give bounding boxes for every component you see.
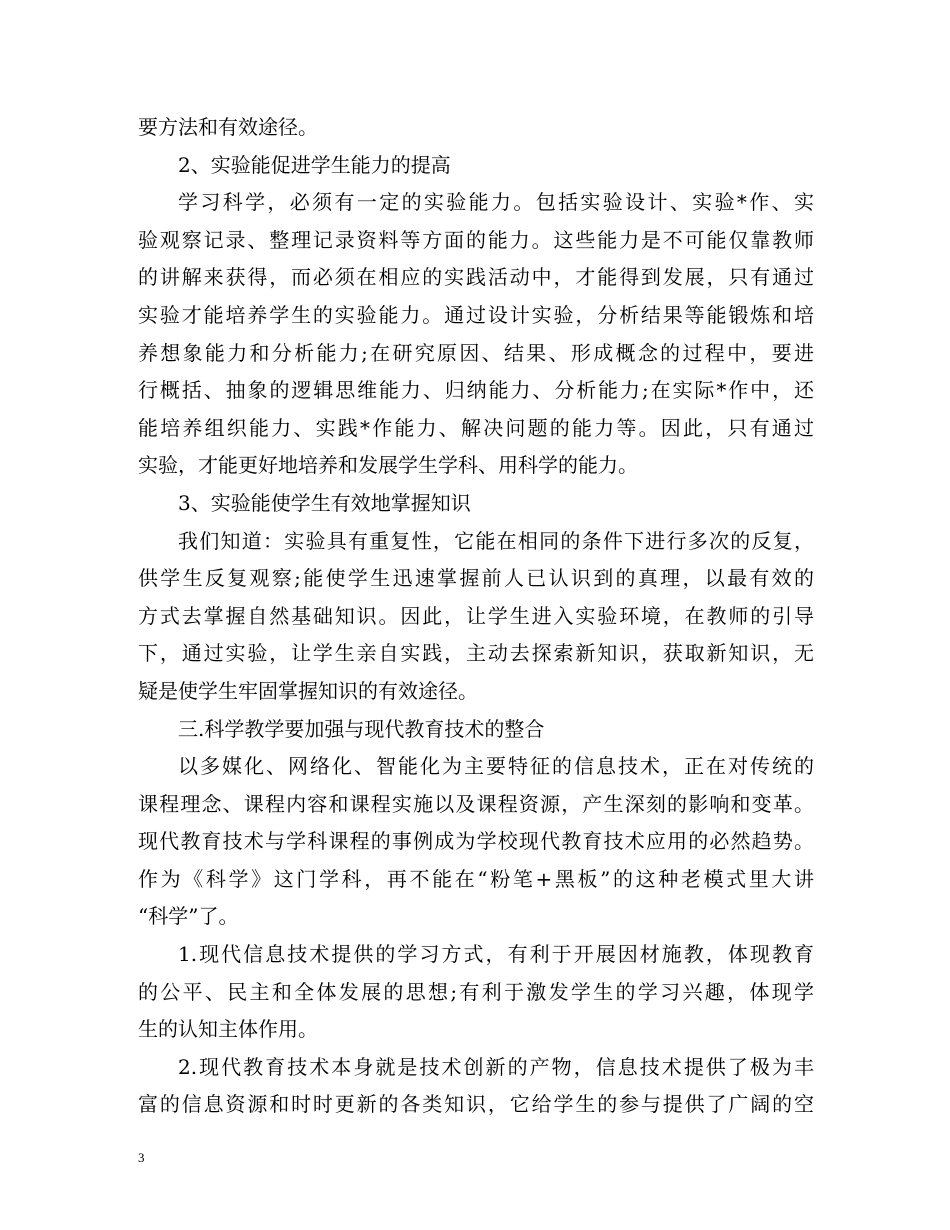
text-line: 的讲解来获得，而必须在相应的实践活动中，才能得到发展，只有通过 — [138, 265, 814, 290]
text-line: 我们知道：实验具有重复性，它能在相同的条件下进行多次的反复， — [178, 528, 814, 553]
text-line: 课程理念、课程内容和课程实施以及课程资源，产生深刻的影响和变革。 — [138, 791, 814, 816]
text-line: 方式去掌握自然基础知识。因此，让学生进入实验环境，在教师的引导 — [138, 603, 814, 628]
text-line: 验观察记录、整理记录资料等方面的能力。这些能力是不可能仅靠教师 — [138, 227, 814, 252]
text-line: 疑是使学生牢固掌握知识的有效途径。 — [138, 678, 478, 703]
text-line: 2.现代教育技术本身就是技术创新的产物，信息技术提供了极为丰 — [178, 1054, 814, 1079]
document-body — [138, 109, 814, 1124]
text-line: 学习科学，必须有一定的实验能力。包括实验设计、实验*作、实 — [178, 190, 814, 215]
text-line: 实验才能培养学生的实验能力。通过设计实验，分析结果等能锻炼和培 — [138, 302, 814, 327]
text-line: 要方法和有效途径。 — [138, 115, 318, 139]
text-line: 作为《科学》这门学科，再不能在“粉笔+黑板”的这种老模式里大讲 — [138, 866, 814, 891]
text-line: 行概括、抽象的逻辑思维能力、归纳能力、分析能力;在实际*作中，还 — [138, 378, 814, 403]
text-line: 现代教育技术与学科课程的事例成为学校现代教育技术应用的必然趋势。 — [138, 829, 814, 854]
text-line: 以多媒化、网络化、智能化为主要特征的信息技术，正在对传统的 — [178, 754, 814, 779]
text-line: 供学生反复观察;能使学生迅速掌握前人已认识到的真理，以最有效的 — [138, 566, 814, 591]
text-line: 富的信息资源和时时更新的各类知识，它给学生的参与提供了广阔的空 — [138, 1092, 814, 1117]
text-line: 养想象能力和分析能力;在研究原因、结果、形成概念的过程中，要进 — [138, 340, 814, 365]
text-line: 的公平、民主和全体发展的思想;有利于激发学生的学习兴趣，体现学 — [138, 979, 814, 1004]
section-heading: 3、实验能使学生有效地掌握知识 — [178, 490, 471, 515]
text-line: 生的认知主体作用。 — [138, 1017, 318, 1042]
text-line: “科学”了。 — [138, 904, 239, 929]
section-heading: 2、实验能促进学生能力的提高 — [178, 152, 451, 177]
text-line: 实验，才能更好地培养和发展学生学科、用科学的能力。 — [138, 453, 638, 478]
page-number: 3 — [138, 1150, 145, 1165]
text-line: 下，通过实验，让学生亲自实践，主动去探索新知识，获取新知识，无 — [138, 641, 814, 666]
text-line: 1.现代信息技术提供的学习方式，有利于开展因材施教，体现教育 — [178, 942, 814, 967]
section-heading: 三.科学教学要加强与现代教育技术的整合 — [178, 716, 545, 741]
text-line: 能培养组织能力、实践*作能力、解决问题的能力等。因此，只有通过 — [138, 415, 814, 440]
